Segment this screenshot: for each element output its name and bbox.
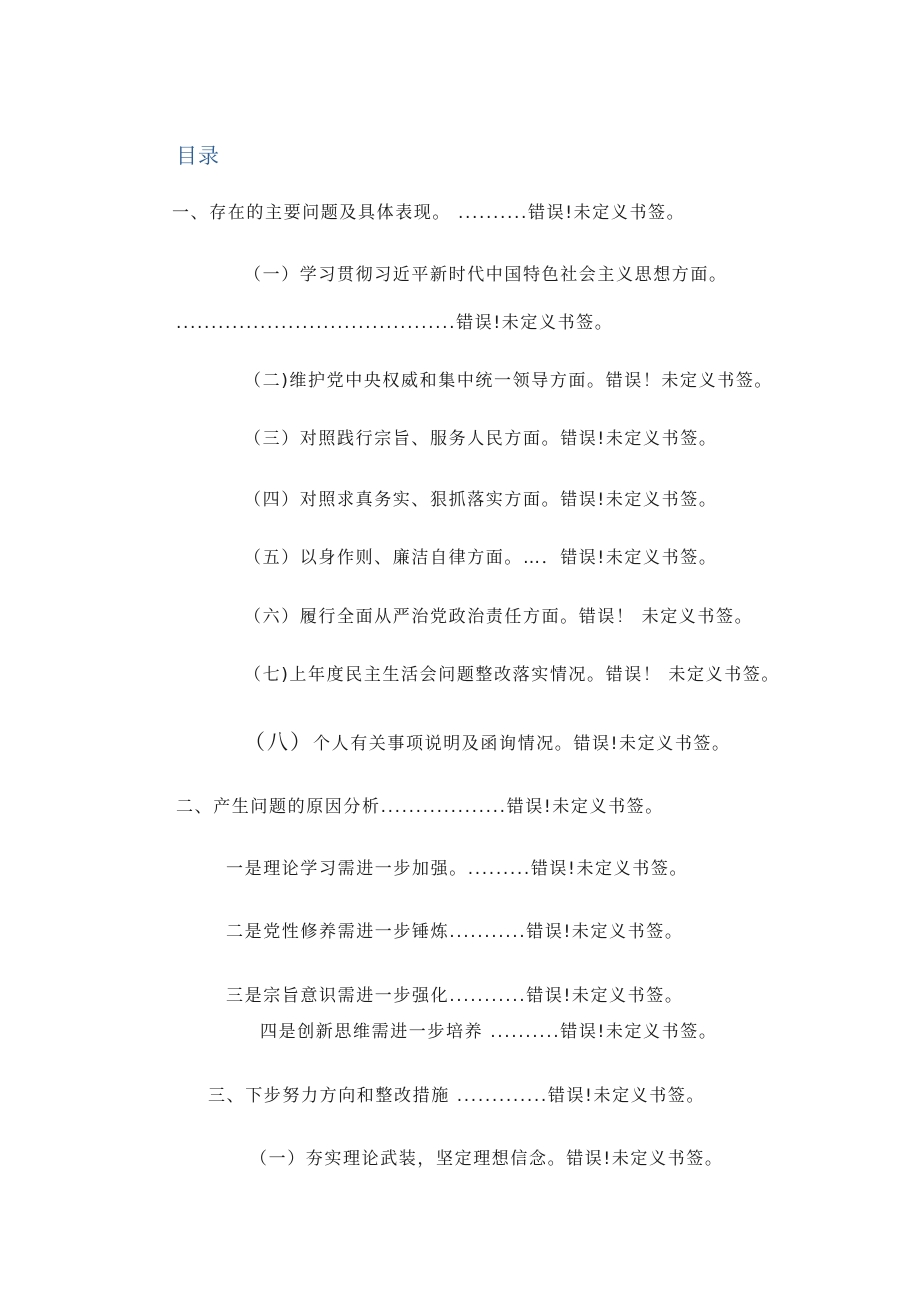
toc-entry-1-4[interactable]	[244, 488, 717, 512]
toc-entry-1-3[interactable]	[244, 427, 717, 451]
toc-entry-text: 二是党性修养需进一步锤炼...........错误!未定义书签。	[226, 922, 684, 942]
toc-entry-text: （五）以身作则、廉洁自律方面。…．错误!未定义书签。	[244, 548, 718, 568]
toc-entry-text: ........................................错误!未定义书签。	[176, 313, 614, 333]
toc-entry-1-2[interactable]	[244, 369, 773, 393]
toc-entry-1-7[interactable]	[244, 663, 780, 687]
toc-entry-section-1[interactable]	[172, 201, 685, 225]
toc-entry-text: 一、存在的主要问题及具体表现。 ..........错误!未定义书签。	[172, 203, 686, 223]
toc-entry-2-2[interactable]	[226, 920, 683, 944]
toc-entry-text: （三）对照践行宗旨、服务人民方面。错误!未定义书签。	[244, 429, 718, 449]
toc-entry-number: （八）	[244, 730, 313, 754]
toc-entry-text: 三、下步努力方向和整改措施 .............错误!未定义书签。	[208, 1086, 706, 1106]
toc-entry-2-1[interactable]	[226, 857, 688, 881]
toc-entry-2-4[interactable]	[260, 1020, 717, 1044]
toc-entry-1-1[interactable]	[244, 263, 728, 287]
toc-entry-section-2[interactable]	[176, 795, 664, 819]
toc-entry-3-1[interactable]	[250, 1147, 723, 1171]
toc-entry-1-1-leader[interactable]	[176, 311, 613, 335]
toc-entry-text: 四是创新思维需进一步培养 ..........错误!未定义书签。	[260, 1022, 718, 1042]
toc-entry-1-6[interactable]	[244, 605, 753, 629]
toc-title: 目录	[176, 144, 220, 168]
toc-entry-text: 三是宗旨意识需进一步强化...........错误!未定义书签。	[226, 986, 684, 1006]
toc-entry-text: （四）对照求真务实、狠抓落实方面。错误!未定义书签。	[244, 490, 718, 510]
toc-entry-section-3[interactable]	[208, 1084, 705, 1108]
toc-entry-text: 二、产生问题的原因分析..................错误!未定义书签。	[176, 797, 664, 817]
toc-entry-text: （二)维护党中央权威和集中统一领导方面。错误！未定义书签。	[244, 371, 774, 391]
toc-entry-1-5[interactable]	[244, 546, 717, 570]
toc-entry-text: （一）学习贯彻习近平新时代中国特色社会主义思想方面。	[244, 265, 728, 285]
toc-entry-text: （七)上年度民主生活会问题整改落实情况。错误！ 未定义书签。	[244, 665, 781, 685]
toc-entry-2-3[interactable]	[226, 984, 683, 1008]
toc-entry-text: 一是理论学习需进一步加强。.........错误!未定义书签。	[226, 859, 689, 879]
toc-entry-text: 个人有关事项说明及函询情况。错误!未定义书签。	[313, 734, 731, 754]
toc-entry-text: （一）夯实理论武装，坚定理想信念。错误!未定义书签。	[250, 1149, 724, 1169]
toc-entry-text: （六）履行全面从严治党政治责任方面。错误！ 未定义书签。	[244, 607, 754, 627]
toc-entry-1-8[interactable]	[244, 730, 731, 756]
